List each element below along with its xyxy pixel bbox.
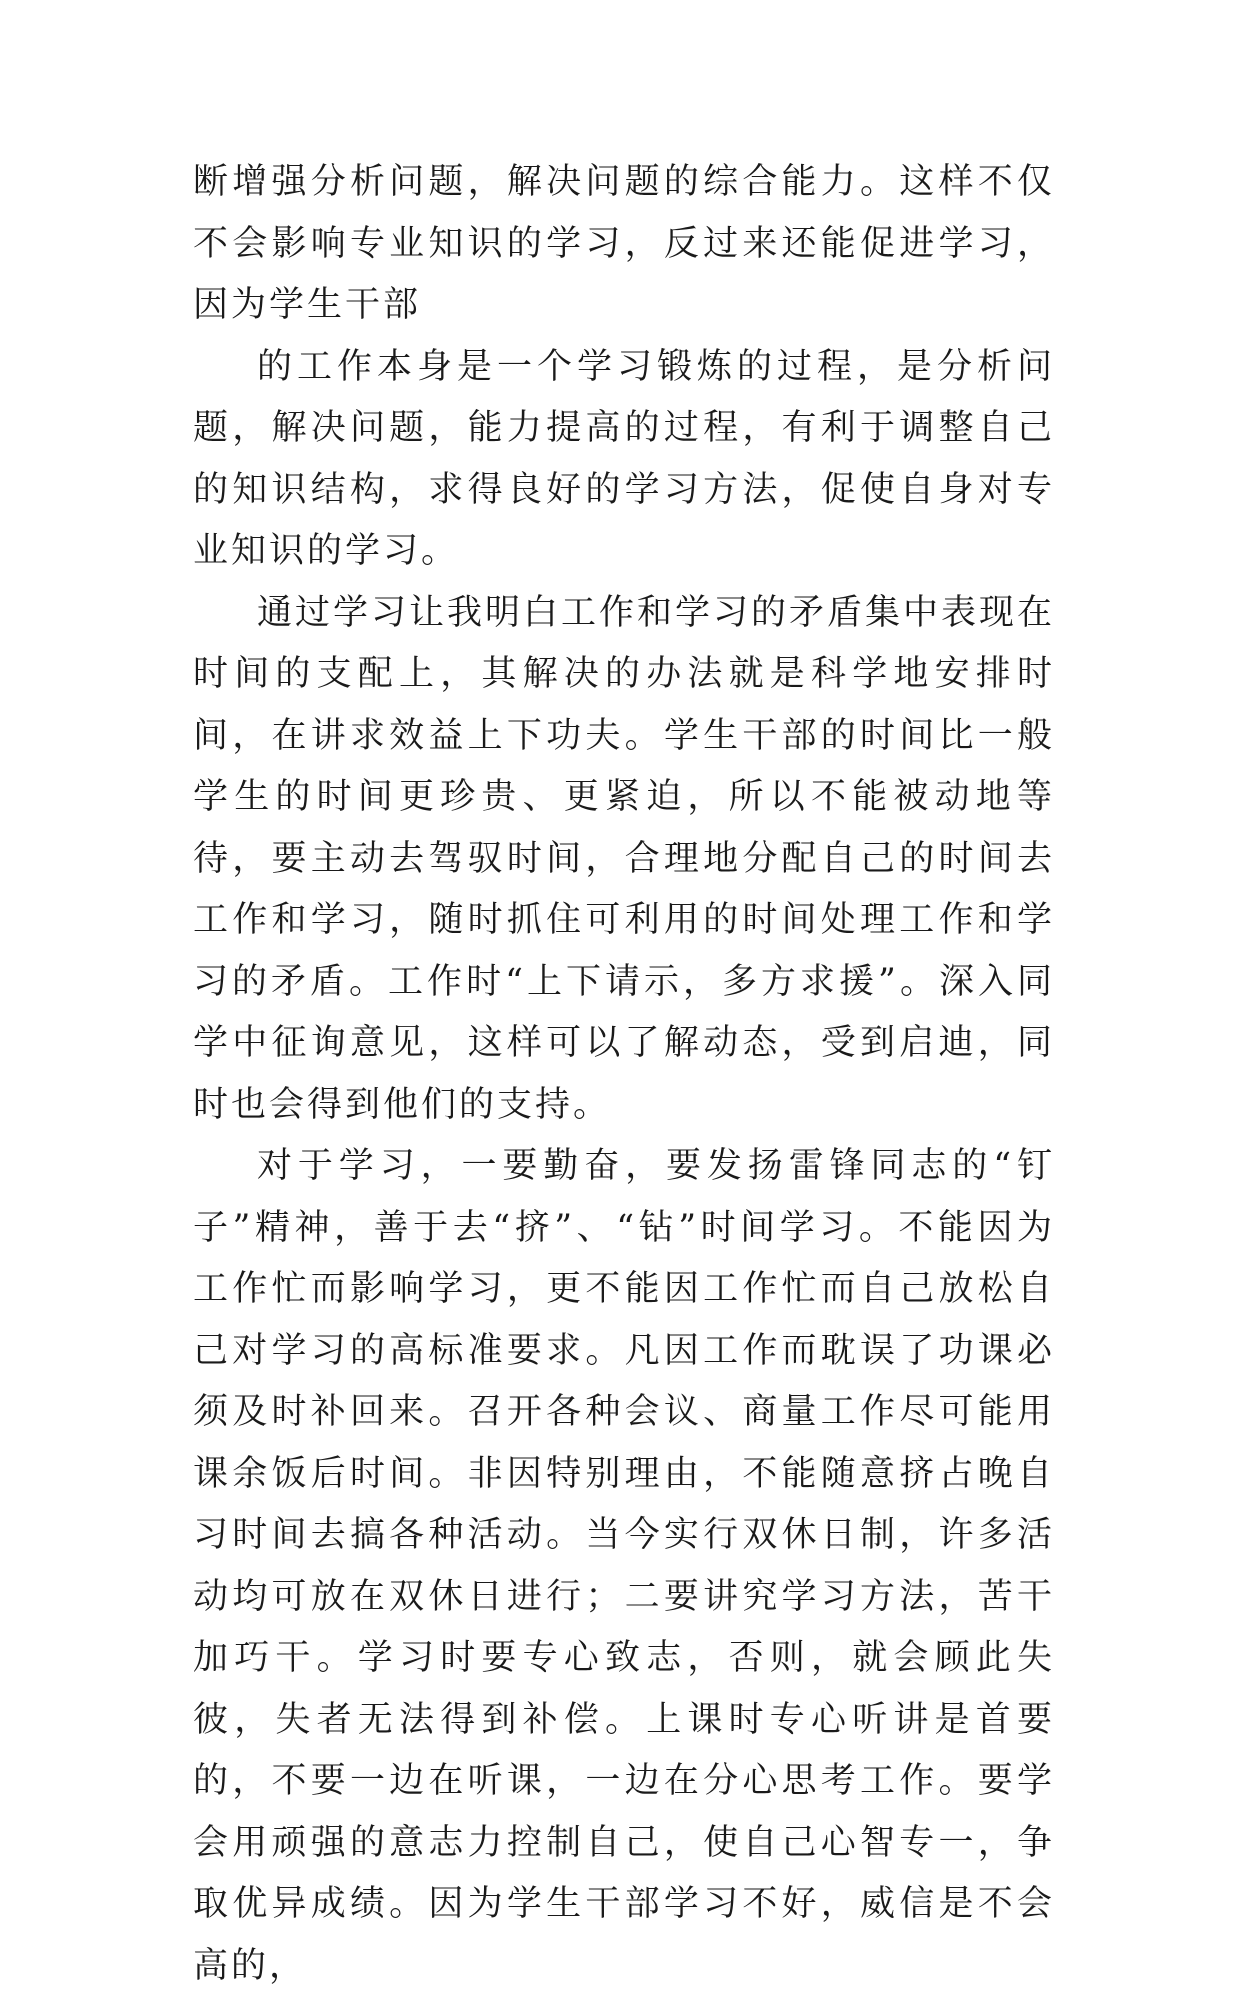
paragraph-3: 通过学习让我明白工作和学习的矛盾集中表现在时间的支配上，其解决的办法就是科学地安排时间，在讲求效益上下功夫。学生干部的时间比一般学生的时间更珍贵、更紧迫，所以不能被动地等待，要主动去驾驭时间，合理地分配自己的时间去工作和学习，随时抓住可利用的时间处理工作和学习的矛盾。工作时“上下请示，多方求援”。深入同学中征询意见，这样可以了解动态，受到启迪，同时也会得到他们的支持。 [193, 592, 1056, 1125]
paragraph-4: 对于学习，一要勤奋，要发扬雷锋同志的“钉子”精神，善于去“挤”、“钻”时间学习。不能因为工作忙而影响学习，更不能因工作忙而自己放松自己对学习的高标准要求。凡因工作而耽误了功课必须及时补回来。召开各种会议、商量工作尽可能用课余饭后时间。非因特别理由，不能随意挤占晚自习时间去搞各种活动。当今实行双休日制，许多活动均可放在双休日进行；二要讲究学习方法，苦干加巧干。学习时要专心致志，否则，就会顾此失彼，失者无法得到补偿。上课时专心听讲是首要的，不要一边在听课，一边在分心思考工作。要学会用顽强的意志力控制自己，使自己心智专一，争取优异成绩。因为学生干部学习不好，威信是不会高的， [193, 1146, 1055, 1986]
paragraph-1: 断增强分析问题，解决问题的综合能力。这样不仅不会影响专业知识的学习，反过来还能促进学习，因为学生干部 [193, 162, 1055, 325]
document-body [193, 152, 1055, 1997]
paragraph-2: 的工作本身是一个学习锻炼的过程，是分析问题，解决问题，能力提高的过程，有利于调整自己的知识结构，求得良好的学习方法，促使自身对专业知识的学习。 [193, 346, 1055, 571]
